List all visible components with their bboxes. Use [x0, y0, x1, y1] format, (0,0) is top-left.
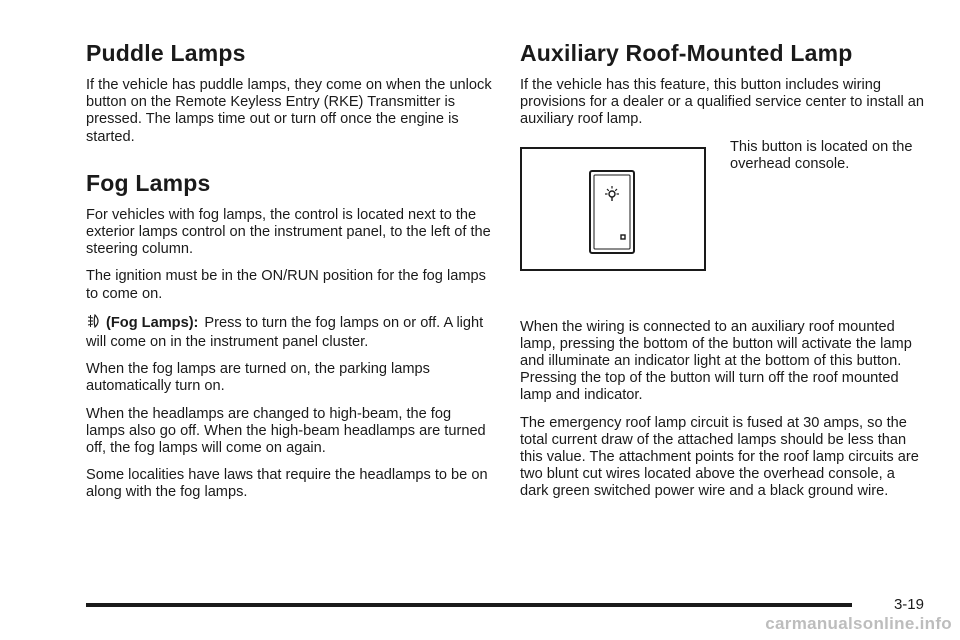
roof-lamp-button-figure	[520, 147, 706, 271]
left-column	[86, 40, 492, 512]
footer-rule	[86, 603, 852, 607]
figure-caption: This button is located on the overhead console.	[730, 138, 913, 172]
fog-lamps-paragraph-6: Some localities have laws that require the headlamps to be on along with the fog lamps.	[86, 467, 488, 501]
puddle-lamps-paragraph: If the vehicle has puddle lamps, they come on when the unlock button on the Remote Keyless Entry (RKE) Transmitter is pressed. The lamps time out or turn off once the engine is started.	[86, 77, 492, 145]
right-column	[520, 40, 924, 511]
page-number: 3-19	[893, 596, 924, 613]
fog-lamps-paragraph-2: The ignition must be in the ON/RUN position for the fog lamps to come on.	[86, 268, 486, 302]
fog-lamp-icon	[86, 313, 102, 334]
puddle-lamps-heading: Puddle Lamps	[86, 40, 246, 66]
figure-row	[520, 139, 924, 309]
aux-roof-lamp-paragraph-1: If the vehicle has this feature, this button includes wiring provisions for a dealer or a qualified service center to install an auxiliary roof lamp.	[520, 77, 924, 128]
aux-roof-lamp-paragraph-3: The emergency roof lamp circuit is fused at 30 amps, so the total current draw of the attached lamps should be less than this value. The attachment points for the roof lamp circuits are two blunt cut wires located above the overhead console, a dark green switched power wire and a black ground wire.	[520, 414, 919, 500]
aux-roof-lamp-heading: Auxiliary Roof-Mounted Lamp	[520, 40, 853, 66]
fog-lamps-control-paragraph	[86, 313, 492, 351]
fog-lamps-paragraph-1: For vehicles with fog lamps, the control is located next to the exterior lamps control on the instrument panel, to the left of the steering column.	[86, 206, 491, 258]
watermark: carmanualsonline.info	[765, 614, 952, 633]
fog-lamps-control-text: Press to turn the fog lamps on or off. A light will come on in the instrument panel cluster.	[86, 314, 484, 351]
fog-lamps-paragraph-5: When the headlamps are changed to high-beam, the fog lamps also go off. When the high-beam headlamps are turned off, the fog lamps will come on again.	[86, 405, 486, 457]
fog-lamps-heading: Fog Lamps	[86, 169, 211, 196]
fog-lamps-label: (Fog Lamps):	[106, 314, 199, 331]
fog-lamps-paragraph-4: When the fog lamps are turned on, the parking lamps automatically turn on.	[86, 361, 430, 395]
aux-roof-lamp-paragraph-2: When the wiring is connected to an auxiliary roof mounted lamp, pressing the bottom of the button will activate the lamp and illuminate an indicator light at the bottom of this button. Pressing the top of the button will turn off the roof mounted lamp and indicator.	[520, 318, 912, 404]
